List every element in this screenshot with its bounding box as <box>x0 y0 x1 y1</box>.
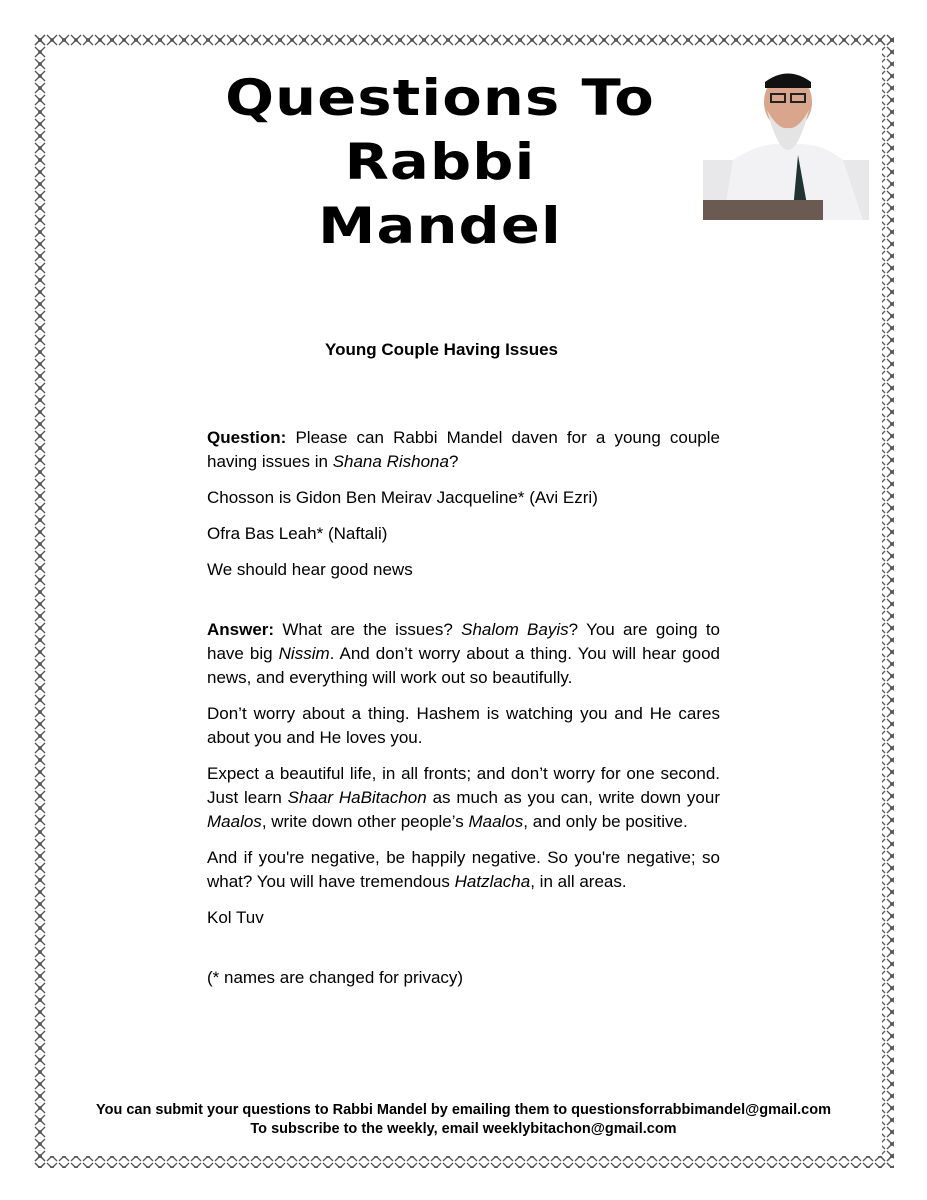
footer-submit-line: You can submit your questions to Rabbi Mandel by emailing them to questionsforrabbimandel@gmail.com <box>96 1102 831 1118</box>
question-label: Question: <box>207 428 287 447</box>
title-line: Rabbi <box>344 133 536 191</box>
answer-signoff: Kol Tuv <box>207 908 264 927</box>
text-segment: What are the issues? <box>274 620 462 639</box>
article-body <box>207 426 720 1002</box>
question-paragraph: Ofra Bas Leah* (Naftali) <box>207 524 388 543</box>
rabbi-photo <box>703 60 869 220</box>
footer-subscribe-line: To subscribe to the weekly, email weeklybitachon@gmail.com <box>250 1121 677 1137</box>
italic-term: Maalos <box>468 812 524 831</box>
text-segment: , and only be positive. <box>523 812 688 831</box>
text-segment: Please can Rabbi Mandel daven for a young couple having issues in <box>207 428 720 471</box>
answer-paragraph <box>207 618 720 690</box>
text-segment: Expect a beautiful life, in all fronts; and don’t worry for one second. Just learn <box>207 764 720 807</box>
answer-label: Answer: <box>207 620 275 639</box>
text-segment: as much as you can, write down your <box>426 788 720 807</box>
page-title <box>164 66 716 258</box>
answer-paragraph: Don’t worry about a thing. Hashem is watching you and He cares about you and He loves you. <box>207 704 720 747</box>
title-line: Questions To <box>225 69 655 127</box>
italic-term: Maalos <box>207 812 262 831</box>
text-segment: , write down other people’s <box>261 812 469 831</box>
italic-term: Nissim <box>278 644 330 663</box>
privacy-note: (* names are changed for privacy) <box>207 968 464 987</box>
question-paragraph: We should hear good news <box>207 560 413 579</box>
answer-paragraph <box>207 846 720 894</box>
article-subtitle: Young Couple Having Issues <box>325 340 558 359</box>
italic-term: Shalom Bayis <box>461 620 569 639</box>
italic-term: Shana Rishona <box>332 452 449 471</box>
answer-paragraph <box>207 762 720 834</box>
text-segment: . And don’t worry about a thing. You will hear good news, and everything will work out so beautifully. <box>207 644 720 687</box>
text-segment: ? You are going to have big <box>207 620 721 663</box>
question-paragraph: Chosson is Gidon Ben Meirav Jacqueline* (Avi Ezri) <box>207 488 598 507</box>
title-line: Mandel <box>318 197 562 255</box>
question-paragraph <box>207 426 720 474</box>
text-segment: , in all areas. <box>530 872 627 891</box>
text-segment: ? <box>448 452 459 471</box>
italic-term: Hatzlacha <box>454 872 531 891</box>
text-segment: And if you're negative, be happily negative. So you're negative; so what? You will have tremendous <box>207 848 720 891</box>
italic-term: Shaar HaBitachon <box>287 788 427 807</box>
footer <box>0 1101 927 1139</box>
